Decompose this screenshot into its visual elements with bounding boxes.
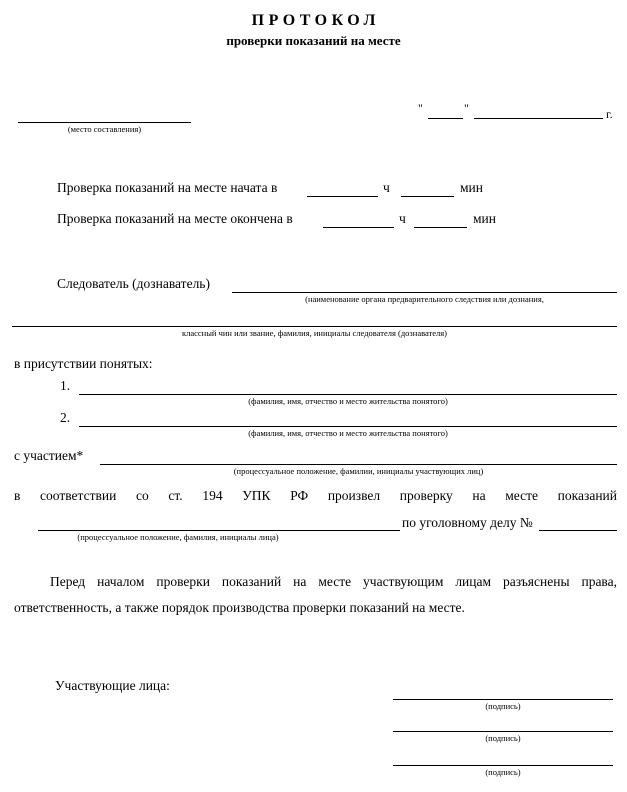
investigator-caption-1: (наименование органа предварительного следствия или дознания, — [305, 294, 544, 304]
signature-caption-2: (подпись) — [485, 733, 521, 743]
investigator-label: Следователь (дознаватель) — [57, 276, 210, 291]
end-hour-input[interactable] — [323, 227, 394, 228]
start-hour-unit: ч — [383, 180, 390, 195]
place-of-compilation-caption: (место составления) — [67, 124, 142, 134]
participation-input[interactable] — [100, 464, 617, 465]
witness-2-caption: (фамилия, имя, отчество и место жительства понятого) — [248, 428, 448, 438]
investigator-body-input[interactable] — [232, 292, 617, 293]
signature-line-2[interactable] — [393, 731, 613, 732]
witness-2-input[interactable] — [79, 426, 617, 427]
rights-paragraph — [14, 569, 617, 621]
signatures-heading: Участвующие лица: — [55, 678, 170, 693]
end-minute-unit: мин — [473, 211, 496, 226]
date-year-suffix: г. — [606, 107, 613, 121]
end-time-label: Проверка показаний на месте окончена в — [57, 211, 293, 226]
date-day-line[interactable] — [428, 118, 463, 119]
witness-1-input[interactable] — [79, 394, 617, 395]
witness-1-caption: (фамилия, имя, отчество и место жительства понятого) — [248, 396, 448, 406]
date-month-year-line[interactable] — [474, 118, 603, 119]
investigator-name-input[interactable] — [12, 326, 617, 327]
case-number-input[interactable] — [539, 530, 617, 531]
witnesses-heading: в присутствии понятых: — [14, 356, 153, 371]
legal-basis-line: в соответствии со ст. 194 УПК РФ произвел проверку на месте показаний — [14, 488, 617, 503]
page-subtitle: проверки показаний на месте — [226, 33, 401, 48]
end-minute-input[interactable] — [414, 227, 467, 228]
end-hour-unit: ч — [399, 211, 406, 226]
signature-line-1[interactable] — [393, 699, 613, 700]
witness-2-number: 2. — [60, 410, 71, 425]
participation-label: с участием* — [14, 448, 84, 463]
investigator-caption-2: классный чин или звание, фамилия, инициалы следователя (дознавателя) — [181, 328, 448, 338]
date-quote-open: " — [418, 101, 423, 115]
signature-caption-3: (подпись) — [485, 767, 521, 777]
start-hour-input[interactable] — [307, 196, 378, 197]
signature-caption-1: (подпись) — [485, 701, 521, 711]
date-quote-close: " — [464, 101, 469, 115]
start-minute-unit: мин — [460, 180, 483, 195]
rights-paragraph-text: Перед началом проверки показаний на месте участвующим лицам разъяснены права, ответственность, а также порядок производства проверки показаний на месте. — [14, 574, 617, 615]
case-number-label: по уголовному делу № — [402, 515, 533, 530]
witness-1-number: 1. — [60, 378, 71, 393]
page-title: ПРОТОКОЛ — [251, 12, 380, 29]
start-time-label: Проверка показаний на месте начата в — [57, 180, 278, 195]
participation-caption: (процессуальное положение, фамилии, инициалы участвующих лиц) — [233, 466, 484, 476]
signature-line-3[interactable] — [393, 765, 613, 766]
legal-basis-caption: (процессуальное положение, фамилия, инициалы лица) — [77, 532, 279, 542]
place-of-compilation-line[interactable] — [18, 122, 191, 123]
start-minute-input[interactable] — [401, 196, 454, 197]
legal-basis-person-input[interactable] — [38, 530, 400, 531]
